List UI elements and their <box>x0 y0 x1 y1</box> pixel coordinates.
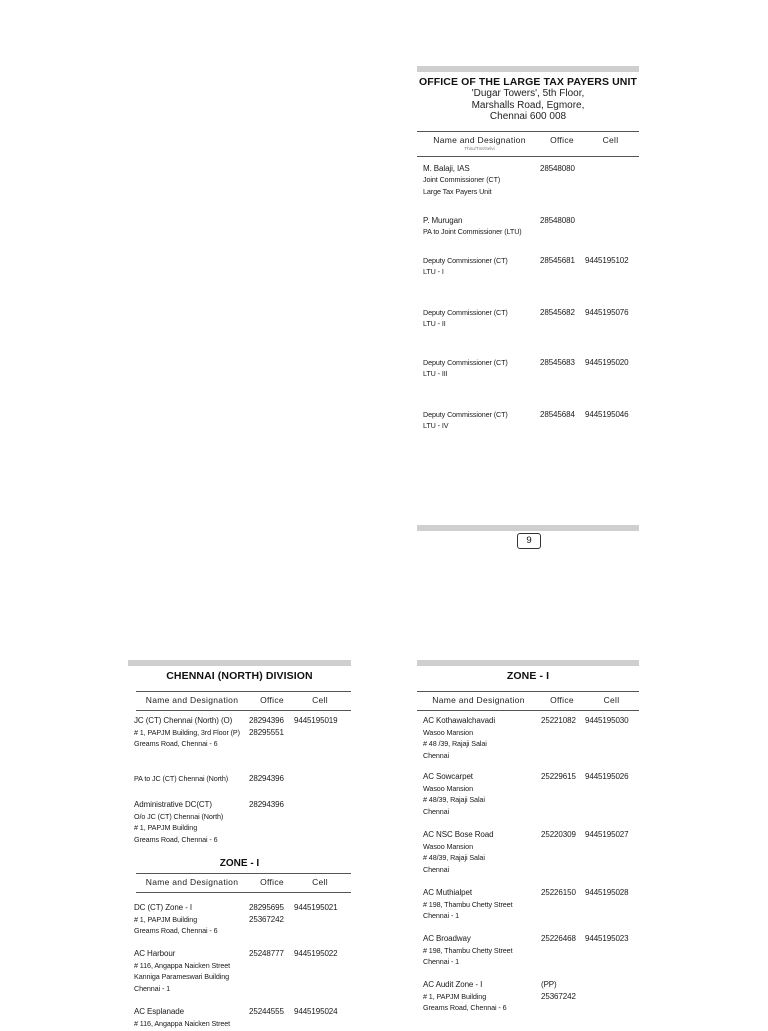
entry-office-phone: 25220309 <box>541 830 576 839</box>
ltu-col-cell: Cell <box>602 134 619 145</box>
table-row <box>423 255 639 278</box>
entry-cell-phone <box>585 163 645 198</box>
entry-name <box>423 887 541 922</box>
entry-detail-line: Chennai - 1 <box>423 911 460 920</box>
entry-name <box>134 902 249 937</box>
table-row <box>423 979 639 1014</box>
table-row <box>134 1006 351 1029</box>
entry-cell-phone: 9445195022 <box>294 949 338 958</box>
entry-name <box>423 715 541 761</box>
entry-name <box>423 307 540 330</box>
entry-detail-line: # 48 /39, Rajaji Salai <box>423 739 487 748</box>
entry-detail-line: Joint Commissioner (CT) <box>423 175 501 184</box>
ltu-address-line-2: Marshalls Road, Egmore, <box>471 99 585 111</box>
entry-cell-phone: 9445195102 <box>585 255 629 265</box>
entry-detail-line: # 1, PAPJM Building <box>134 914 198 924</box>
north-top-bar <box>128 660 351 666</box>
table-row <box>423 215 639 238</box>
entry-name <box>423 357 540 380</box>
entry-cell-phone: 9445195030 <box>585 716 629 725</box>
table-row <box>423 715 639 761</box>
entry-cell-phone: 9445195026 <box>585 772 629 781</box>
entry-office-phone: 25226468 <box>541 934 576 943</box>
north-zone-title: ZONE - I <box>219 858 260 869</box>
ltu-col-name: Name and Designation <box>433 134 526 145</box>
entry-name <box>423 979 541 1014</box>
entry-detail-line: Large Tax Payers Unit <box>423 186 492 196</box>
entry-detail-line: Chennai <box>423 864 450 874</box>
ltu-title: OFFICE OF THE LARGE TAX PAYERS UNIT <box>419 76 637 88</box>
entry-cell-phone: 9445195028 <box>585 888 629 897</box>
north-zone-col-office: Office <box>260 877 284 887</box>
entry-name <box>134 715 249 750</box>
entry-cell-phone: 9445195027 <box>585 830 629 839</box>
entry-detail-line: Wasoo Mansion <box>423 841 473 851</box>
entry-detail-line: Chennai <box>423 750 450 760</box>
entry-title-line: AC Broadway <box>423 934 471 943</box>
entry-detail-line: LTU - IV <box>423 421 449 430</box>
table-row <box>134 799 351 845</box>
entry-title-line: AC Kothawalchavadi <box>423 716 496 725</box>
zone1-col-office: Office <box>550 695 574 705</box>
entry-name <box>423 255 540 278</box>
entry-detail-line: Greams Road, Chennai - 6 <box>134 926 218 935</box>
table-row <box>423 887 639 922</box>
entry-office-phone: 25226150 <box>541 888 576 897</box>
entry-cell-phone <box>585 979 640 1014</box>
entry-name <box>134 948 249 994</box>
entry-title-line: AC Sowcarpet <box>423 772 473 781</box>
ltu-col-name-sub: Thiru/Tmt/Selvi <box>464 145 495 151</box>
entry-name <box>423 771 541 817</box>
ltu-table <box>417 157 639 457</box>
north-col-office: Office <box>260 695 284 705</box>
page-bottom-bar <box>417 525 639 531</box>
entry-detail-line: # 1, PAPJM Building <box>423 991 487 1001</box>
entry-title-line: DC (CT) Zone - I <box>134 903 192 912</box>
entry-name <box>423 829 541 875</box>
entry-name <box>134 799 249 845</box>
entry-detail-line: Greams Road, Chennai - 6 <box>134 834 218 844</box>
entry-title-line: Deputy Commissioner (CT) <box>423 357 508 367</box>
table-row <box>423 933 639 968</box>
entry-name <box>423 409 540 432</box>
entry-office-phone: 25229615 <box>541 772 576 781</box>
entry-cell-phone: 9445195021 <box>294 903 338 912</box>
ltu-address-line-3: Chennai 600 008 <box>489 111 567 122</box>
entry-detail-line: Greams Road, Chennai - 6 <box>423 1003 507 1012</box>
entry-title-line: AC NSC Bose Road <box>423 830 494 839</box>
north-panel <box>128 660 351 1028</box>
entry-title-line: M. Balaji, IAS <box>423 163 470 173</box>
north-zone-table <box>128 890 351 1030</box>
zone1-column-header <box>417 691 639 711</box>
entry-cell-phone: 9445195076 <box>585 307 629 317</box>
entry-detail-line: LTU - I <box>423 267 444 276</box>
entry-detail-line: # 116, Angappa Naicken Street <box>134 1018 231 1028</box>
entry-detail-line: Chennai - 1 <box>423 957 460 966</box>
entry-title-line: P. Murugan <box>423 215 463 225</box>
entry-detail-line: Chennai - 1 <box>134 983 171 993</box>
zone1-table <box>417 711 639 1031</box>
ltu-top-bar <box>417 66 639 72</box>
ltu-address <box>417 88 639 123</box>
ltu-panel <box>417 66 639 457</box>
entry-detail-line: Wasoo Mansion <box>423 727 473 737</box>
entry-detail-line: Wasoo Mansion <box>423 783 473 793</box>
entry-office-phone: 25221082 <box>541 716 576 725</box>
entry-detail-line: # 116, Angappa Naicken Street <box>134 960 231 970</box>
entry-detail-line: # 198, Thambu Chetty Street <box>423 945 513 955</box>
entry-title-line: AC Muthialpet <box>423 888 472 897</box>
entry-detail-line: PA to Joint Commissioner (LTU) <box>423 227 522 236</box>
entry-detail-line: # 48/39, Rajaji Salai <box>423 795 485 804</box>
zone1-col-cell: Cell <box>603 695 620 705</box>
entry-office-phone: 28545682 <box>540 307 575 317</box>
entry-cell-phone: 9445195024 <box>294 1007 338 1016</box>
table-row <box>423 771 639 817</box>
entry-office-phone: 28294396 <box>249 800 284 809</box>
entry-title-line: JC (CT) Chennai (North) (O) <box>134 716 233 725</box>
zone1-panel <box>417 660 639 1031</box>
table-row <box>134 773 351 785</box>
entry-detail-line: LTU - II <box>423 319 446 328</box>
entry-office-phone: 28545683 <box>540 357 575 367</box>
table-row <box>423 163 639 198</box>
entry-title-line: Administrative DC(CT) <box>134 800 212 809</box>
entry-detail-line: # 1, PAPJM Building, 3rd Floor (P) <box>134 727 240 737</box>
entry-name <box>423 215 540 238</box>
table-row <box>134 902 351 937</box>
ltu-column-header <box>417 131 639 157</box>
entry-detail-line: # 198, Thambu Chetty Street <box>423 899 513 909</box>
north-zone-col-name: Name and Designation <box>145 877 239 887</box>
entry-name <box>134 1006 249 1029</box>
entry-detail-line: # 48/39, Rajaji Salai <box>423 853 485 862</box>
entry-office-phone: 28548080 <box>540 163 575 173</box>
entry-office-phone: 28294396 28295551 <box>249 716 284 737</box>
north-title: CHENNAI (NORTH) DIVISION <box>166 670 313 682</box>
entry-cell-phone: 9445195020 <box>585 357 629 367</box>
entry-detail-line: Greams Road, Chennai - 6 <box>134 739 218 748</box>
entry-office-phone: 28545681 <box>540 255 575 265</box>
zone1-title: ZONE - I <box>506 670 550 682</box>
north-table <box>128 711 351 851</box>
entry-office-phone: 28545684 <box>540 409 575 419</box>
table-row <box>423 357 639 380</box>
north-col-name: Name and Designation <box>145 695 239 705</box>
table-row <box>423 829 639 875</box>
entry-detail-line: LTU - III <box>423 369 448 378</box>
entry-title-line: AC Harbour <box>134 949 176 958</box>
entry-cell-phone <box>585 215 645 238</box>
entry-title-line: Deputy Commissioner (CT) <box>423 409 508 419</box>
entry-office-phone: 25244555 <box>249 1007 284 1016</box>
zone1-col-name: Name and Designation <box>432 695 525 705</box>
entry-title-line: AC Audit Zone - I <box>423 980 483 989</box>
entry-title-line: Deputy Commissioner (CT) <box>423 307 508 317</box>
entry-name <box>423 163 540 198</box>
entry-cell-phone <box>294 773 349 785</box>
entry-office-phone: 28295695 25367242 <box>249 903 284 924</box>
table-row <box>134 715 351 750</box>
entry-office-phone: 28294396 <box>249 774 284 783</box>
table-row <box>134 948 351 994</box>
table-row <box>423 409 639 432</box>
north-col-cell: Cell <box>312 695 328 705</box>
ltu-address-line-1: 'Dugar Towers', 5th Floor, <box>471 88 585 99</box>
entry-office-phone: (PP) 25367242 <box>541 980 576 1001</box>
entry-title-line: AC Esplanade <box>134 1007 184 1016</box>
entry-cell-phone: 9445195023 <box>585 934 629 943</box>
entry-office-phone: 25248777 <box>249 949 284 958</box>
entry-cell-phone: 9445195019 <box>294 716 338 725</box>
entry-name <box>423 933 541 968</box>
zone1-top-bar <box>417 660 639 666</box>
entry-cell-phone <box>294 799 349 845</box>
entry-office-phone: 28548080 <box>540 215 575 225</box>
entry-detail-line: Chennai <box>423 806 450 816</box>
north-zone-col-cell: Cell <box>312 877 328 887</box>
entry-detail-line: O/o JC (CT) Chennai (North) <box>134 811 224 821</box>
north-column-header <box>136 691 351 711</box>
entry-title-line: Deputy Commissioner (CT) <box>423 255 508 265</box>
entry-title-line: PA to JC (CT) Chennai (North) <box>134 774 229 783</box>
entry-cell-phone: 9445195046 <box>585 409 629 419</box>
ltu-col-office: Office <box>550 134 574 145</box>
entry-detail-line: Kanniga Parameswari Building <box>134 972 230 981</box>
entry-name <box>134 773 249 785</box>
page-number: 9 <box>517 533 541 549</box>
table-row <box>423 307 639 330</box>
entry-detail-line: # 1, PAPJM Building <box>134 823 198 832</box>
